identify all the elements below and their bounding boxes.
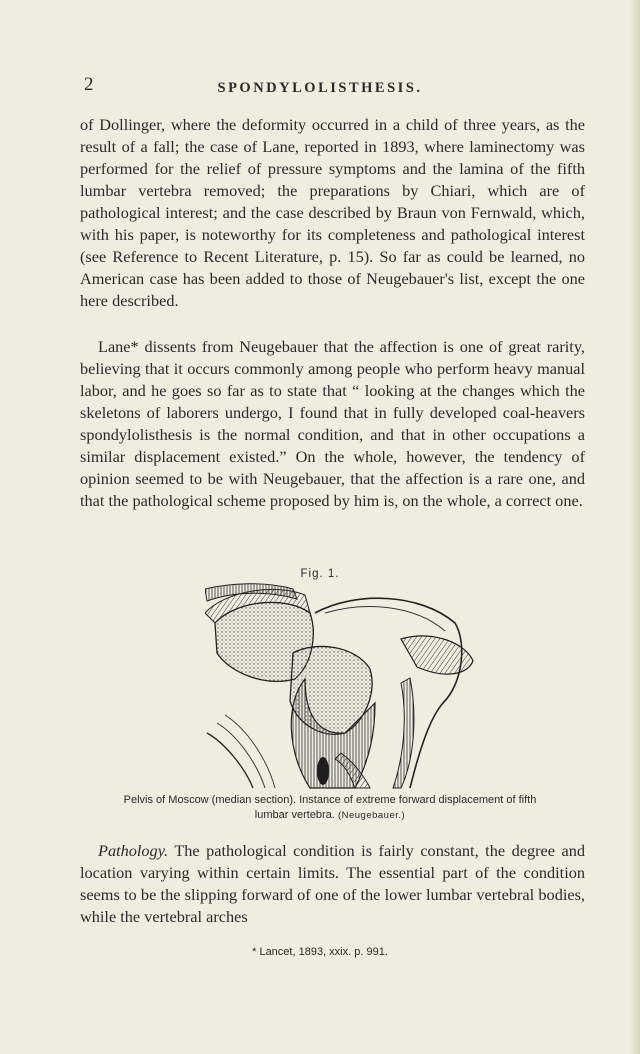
page-number: 2 xyxy=(84,74,94,95)
paragraph-3-body: The pathological condition is fairly constant, the degree and location varying within certain limits. The essential part of the condition seems to be the slipping forward of one of the lower lumbar vertebral bodies, while the vertebral arches xyxy=(80,841,585,926)
figure-label: Fig. 1. xyxy=(300,568,340,580)
paragraph-3 xyxy=(80,840,585,928)
figure-caption-source: (Neugebauer.) xyxy=(337,810,406,821)
figure-caption-text: Pelvis of Moscow (median section). Instance of extreme forward displacement of fifth lumbar vertebra. xyxy=(123,794,537,821)
paragraph-2: Lane* dissents from Neugebauer that the affection is one of great rarity, believing that it occurs commonly among people who perform heavy manual labor, and he goes so far as to state that “ looking at the changes which the skeletons of laborers undergo, I found that in fully developed coal-heavers spondylolisthesis is the normal condition, and that in other occupations a similar displacement existed.” On the whole, however, the tendency of opinion seemed to be with Neugebauer, that the affection is a rare one, and that the pathological scheme proposed by him is, on the whole, a correct one. xyxy=(80,337,585,510)
footnote: * Lancet, 1893, xxix. p. 991. xyxy=(252,946,388,958)
section-lead-pathology: Pathology. xyxy=(98,841,169,860)
running-head: SPONDYLOLISTHESIS. xyxy=(217,80,423,96)
paragraph-1: of Dollinger, where the deformity occurred in a child of three years, as the result of a fall; the case of Lane, reported in 1893, where laminectomy was performed for the relief of pressure symptoms and the lamina of the fifth lumbar vertebra removed; the preparations by Chiari, which are of pathological interest; and the case described by Braun von Fernwald, which, with his paper, is noteworthy for its completeness and pathological interest (see Reference to Recent Literature, p. 15). So far as could be learned, no American case has been added to those of Neugebauer's list, except the one here described. xyxy=(80,115,585,310)
figure-caption xyxy=(110,793,550,823)
page-edge-shadow xyxy=(630,0,640,1054)
figure-pelvis-illustration xyxy=(205,583,475,793)
